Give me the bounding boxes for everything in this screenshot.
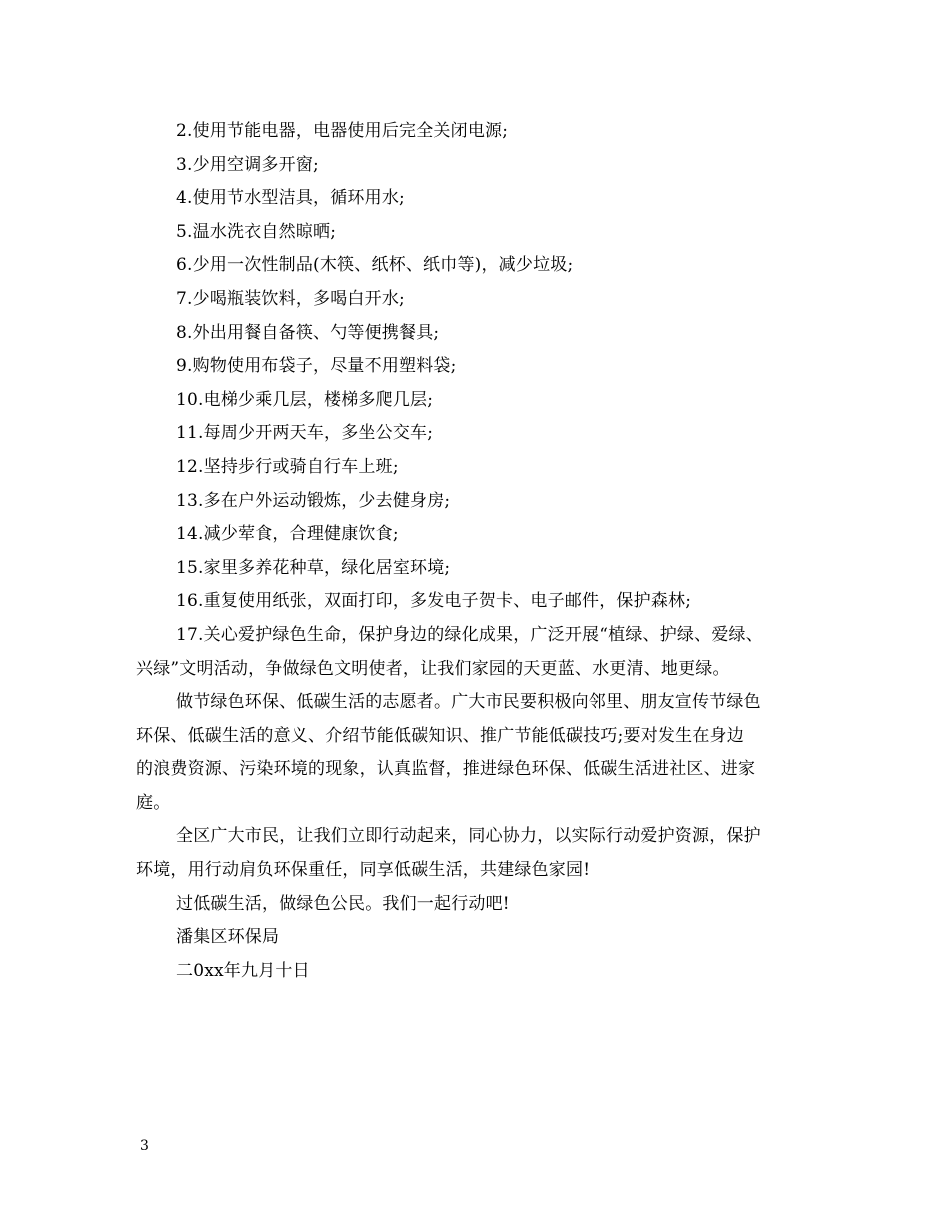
volunteer-paragraph — [136, 686, 816, 820]
document-body — [136, 115, 816, 988]
list-item: 9.购物使用布袋子，尽量不用塑料袋; — [176, 356, 457, 377]
paragraph-line: 兴绿”文明活动，争做绿色文明使者，让我们家园的天更蓝、水更清、地更绿。 — [136, 658, 730, 679]
list-item: 3.少用空调多开窗; — [176, 154, 319, 175]
list-item: 6.少用一次性制品(木筷、纸杯、纸巾等)，减少垃圾; — [176, 255, 574, 276]
paragraph-line: 全区广大市民，让我们立即行动起来，同心协力，以实际行动爱护资源，保护 — [176, 826, 761, 847]
list-item: 2.使用节能电器，电器使用后完全关闭电源; — [176, 121, 509, 141]
paragraph-line: 17.关心爱护绿色生命，保护身边的绿化成果，广泛开展“植绿、护绿、爱绿、 — [176, 624, 763, 645]
paragraph-line: 庭。 — [136, 792, 171, 813]
paragraph-line: 做节绿色环保、低碳生活的志愿者。广大市民要积极向邻里、朋友宣传节绿色 — [176, 692, 761, 713]
paragraph-line: 的浪费资源、污染环境的现象，认真监督，推进绿色环保、低碳生活进社区、进家 — [136, 759, 756, 780]
list-item: 13.多在户外运动锻炼，少去健身房; — [176, 490, 451, 511]
list-item-17 — [136, 619, 816, 686]
list-item: 14.减少荤食，合理健康饮食; — [176, 524, 399, 545]
slogan: 过低碳生活，做绿色公民。我们一起行动吧! — [176, 893, 510, 914]
list-item: 8.外出用餐自备筷、勺等便携餐具; — [176, 322, 440, 343]
list-item: 10.电梯少乘几层，楼梯多爬几层; — [176, 389, 434, 410]
list-item: 15.家里多养花种草，绿化居室环境; — [176, 557, 451, 578]
page-number: 3 — [140, 1138, 149, 1154]
list-item: 16.重复使用纸张，双面打印，多发电子贺卡、电子邮件，保护森林; — [176, 591, 692, 612]
paragraph-line: 环保、低碳生活的意义、介绍节能低碳知识、推广节能低碳技巧;要对发生在身边 — [136, 725, 744, 746]
list-item: 11.每周少开两天车，多坐公交车; — [176, 423, 434, 444]
signature: 潘集区环保局 — [176, 927, 280, 948]
call-to-action-paragraph — [136, 820, 816, 887]
list-item: 7.少喝瓶装饮料，多喝白开水; — [176, 288, 405, 309]
list-item: 12.坚持步行或骑自行车上班; — [176, 456, 399, 477]
paragraph-line: 环境，用行动肩负环保重任，同享低碳生活，共建绿色家园! — [136, 860, 591, 881]
list-item: 4.使用节水型洁具，循环用水; — [176, 188, 405, 209]
date: 二0xx年九月十日 — [176, 960, 310, 981]
list-item: 5.温水洗衣自然晾晒; — [176, 221, 337, 242]
